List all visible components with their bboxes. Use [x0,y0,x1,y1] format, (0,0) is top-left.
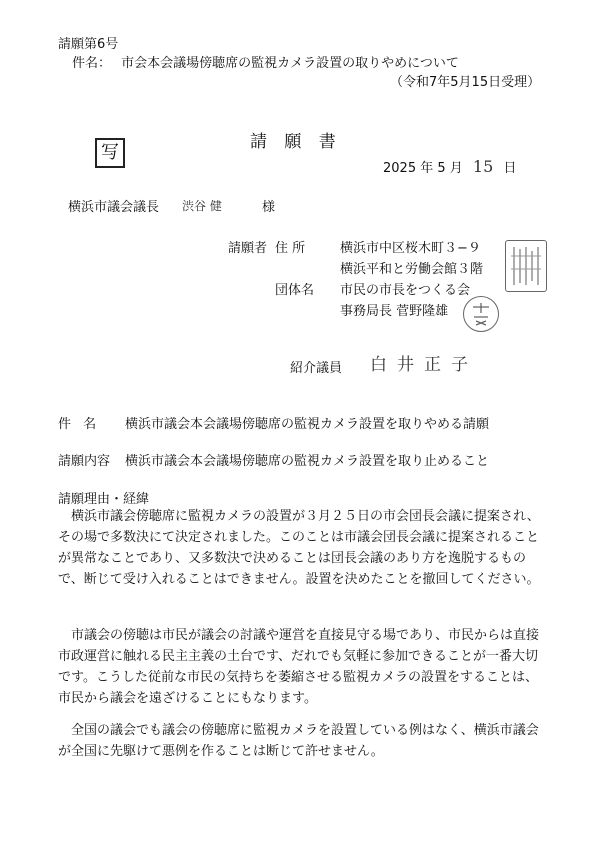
header-subject [72,52,459,71]
reason-paragraph-2-text: 市議会の傍聴は市民が議会の討議や運営を直接見守る場であり、市民からは直接市政運営に触れる民主主義の土台です、だれでも気軽に参加できることが一番大切です。こうした従前な市民の気持ちを萎縮させる監視カメラの設置をすることは、市民から議会を遠ざけることにもなります。 [58,628,540,706]
reason-paragraph-2 [58,625,540,709]
addressee-name: 渋谷 健 [182,199,222,213]
petitioner-label: 請願者 [228,241,268,256]
address-line-1: 横浜市中区桜木町３−９ [340,241,481,256]
group-stamp [505,240,547,292]
group-label: 団体名 [275,283,315,298]
header-subject-text: 市会本会議場傍聴席の監視カメラ設置の取りやめについて [121,56,459,71]
content-row-label: 請願内容 [58,454,111,469]
received-date: （令和7年5月15日受理） [390,75,541,90]
reason-paragraph-1 [58,506,540,590]
address-label: 住 所 [275,241,306,256]
date-suffix: 日 [503,161,517,176]
personal-seal [463,296,499,332]
reason-paragraph-3-text: 全国の議会でも議会の傍聴席に監視カメラを設置している例はなく、横浜市議会が全国に先駆けて悪例を作ることは断じて許せません。 [58,723,539,759]
addressee-title: 横浜市議会議長 [68,200,160,215]
copy-stamp: 写 [95,138,125,168]
addressee-honorific: 様 [262,200,276,215]
reason-paragraph-1-text: 横浜市議会傍聴席に監視カメラの設置が３月２５日の市会団長会議に提案され、その場で多数決にて決定されました。このことは市議会団長会議に提案されることが異常なことであり、又多数決で決めることは団長会議のあり方を逸脱するもので、断じて受け入れることはできません。設置を決めたことを撤回してください。 [58,509,540,587]
document-title: 請 願 書 [250,132,342,152]
petition-number: 請願第6号 [58,37,119,52]
introducer-name-handwritten: 白井正子 [370,355,478,375]
group-name: 市民の市長をつくる会 [340,283,471,298]
date-day-handwritten: 15 [472,157,494,176]
subject-row-value: 横浜市議会本会議場傍聴席の監視カメラ設置を取りやめる請願 [125,417,490,432]
content-row-value: 横浜市議会本会議場傍聴席の監視カメラ設置を取り止めること [125,454,490,469]
subject-row-label: 件 名 [58,417,101,432]
reason-paragraph-3 [58,720,540,762]
reason-heading: 請願理由・経緯 [58,492,150,507]
document-date [383,157,516,176]
representative: 事務局長 菅野隆雄 [340,304,449,319]
introducer-label: 紹介議員 [290,361,343,376]
date-prefix: 2025 年 5 月 [383,161,463,176]
address-line-2: 横浜平和と労働会館３階 [340,262,484,277]
group-stamp-graphic [506,241,546,291]
seal-graphic [464,297,498,331]
header-subject-label: 件名： [72,56,112,71]
